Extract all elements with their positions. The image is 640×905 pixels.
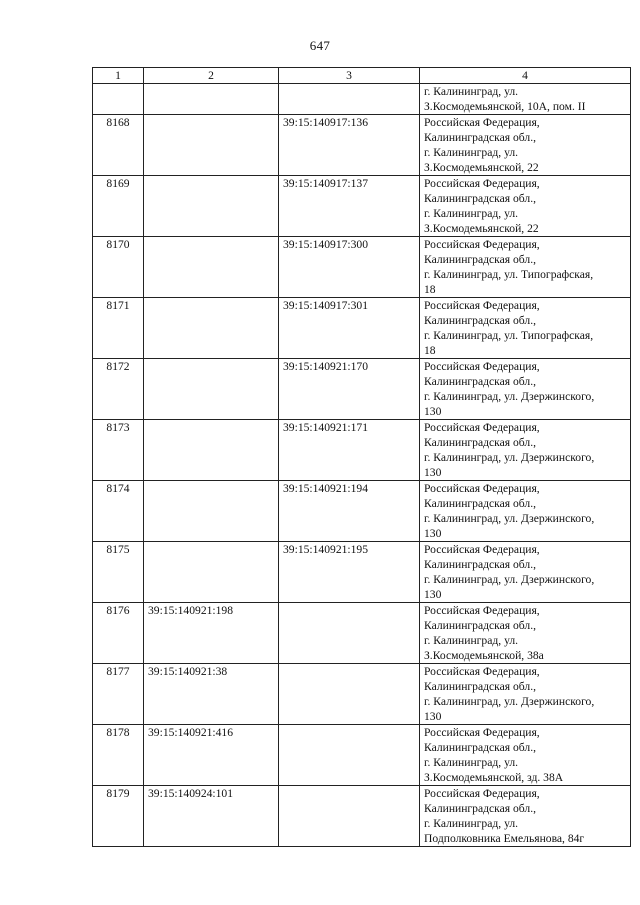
continuation-num-cell — [93, 84, 144, 115]
continuation-col3-cell — [279, 84, 420, 115]
cadastral-number-col2-cell: 39:15:140921:198 — [144, 603, 279, 664]
address-line: г. Калининград, ул. Типографская, — [424, 268, 594, 281]
address-line: Российская Федерация, — [424, 604, 540, 617]
address-line: г. Калининград, ул. Типографская, — [424, 329, 594, 342]
table-body — [93, 68, 631, 847]
row-number-cell: 8174 — [93, 481, 144, 542]
table-row — [93, 237, 631, 298]
address-line: 18 — [424, 344, 436, 357]
row-number-cell: 8173 — [93, 420, 144, 481]
address-line: Калининградская обл., — [424, 253, 536, 266]
address-line: г. Калининград, ул. Дзержинского, — [424, 451, 595, 464]
address-line: Калининградская обл., — [424, 314, 536, 327]
address-line: г. Калининград, ул. Дзержинского, — [424, 512, 595, 525]
address-line: г. Калининград, ул. — [424, 85, 519, 98]
table-row — [93, 725, 631, 786]
address-line: Российская Федерация, — [424, 482, 540, 495]
cadastral-number-col3-cell: 39:15:140917:301 — [279, 298, 420, 359]
address-line: Калининградская обл., — [424, 375, 536, 388]
table-row — [93, 115, 631, 176]
address-line: Российская Федерация, — [424, 360, 540, 373]
address-cell — [420, 481, 631, 542]
address-line: г. Калининград, ул. — [424, 146, 519, 159]
address-cell — [420, 298, 631, 359]
cadastral-number-col3-cell — [279, 786, 420, 847]
continuation-address-cell — [420, 84, 631, 115]
table-header-row — [93, 68, 631, 84]
address-line: Калининградская обл., — [424, 802, 536, 815]
row-number-cell: 8177 — [93, 664, 144, 725]
table-row — [93, 664, 631, 725]
row-number-cell: 8171 — [93, 298, 144, 359]
address-line: г. Калининград, ул. Дзержинского, — [424, 573, 595, 586]
address-line: Российская Федерация, — [424, 177, 540, 190]
address-line: г. Калининград, ул. — [424, 634, 519, 647]
address-cell — [420, 176, 631, 237]
address-line: Российская Федерация, — [424, 543, 540, 556]
row-number-cell: 8169 — [93, 176, 144, 237]
address-cell — [420, 420, 631, 481]
address-line: Российская Федерация, — [424, 665, 540, 678]
address-line: 130 — [424, 710, 442, 723]
address-line: 130 — [424, 527, 442, 540]
address-cell — [420, 115, 631, 176]
address-line: г. Калининград, ул. Дзержинского, — [424, 390, 595, 403]
table-row — [93, 420, 631, 481]
row-number-cell: 8176 — [93, 603, 144, 664]
table-row — [93, 298, 631, 359]
row-number-cell: 8168 — [93, 115, 144, 176]
row-number-cell: 8179 — [93, 786, 144, 847]
continuation-col2-cell — [144, 84, 279, 115]
address-cell — [420, 359, 631, 420]
table-row — [93, 603, 631, 664]
cadastral-number-col2-cell — [144, 481, 279, 542]
header-cell-3: 3 — [279, 68, 420, 84]
cadastral-number-col2-cell — [144, 115, 279, 176]
cadastral-number-col3-cell: 39:15:140917:300 — [279, 237, 420, 298]
registry-table — [92, 67, 631, 847]
address-line: г. Калининград, ул. — [424, 817, 519, 830]
address-line: Калининградская обл., — [424, 741, 536, 754]
row-number-cell: 8178 — [93, 725, 144, 786]
cadastral-number-col3-cell — [279, 725, 420, 786]
cadastral-number-col3-cell: 39:15:140921:171 — [279, 420, 420, 481]
row-number-cell: 8170 — [93, 237, 144, 298]
address-line: Российская Федерация, — [424, 787, 540, 800]
address-cell — [420, 786, 631, 847]
address-line: г. Калининград, ул. — [424, 756, 519, 769]
table-row — [93, 359, 631, 420]
cadastral-number-col2-cell: 39:15:140921:38 — [144, 664, 279, 725]
address-cell — [420, 237, 631, 298]
address-line: З.Космодемьянской, зд. 38А — [424, 771, 564, 784]
row-number-cell: 8172 — [93, 359, 144, 420]
cadastral-number-col3-cell: 39:15:140921:170 — [279, 359, 420, 420]
address-line: З.Космодемьянской, 22 — [424, 222, 539, 235]
header-cell-2: 2 — [144, 68, 279, 84]
address-line: З.Космодемьянской, 22 — [424, 161, 539, 174]
address-line: 130 — [424, 588, 442, 601]
cadastral-number-col2-cell — [144, 359, 279, 420]
address-line: Российская Федерация, — [424, 299, 540, 312]
table-row — [93, 542, 631, 603]
table-row — [93, 481, 631, 542]
table-row — [93, 786, 631, 847]
continuation-row — [93, 84, 631, 115]
address-line: Калининградская обл., — [424, 619, 536, 632]
address-cell — [420, 603, 631, 664]
cadastral-number-col2-cell — [144, 542, 279, 603]
cadastral-number-col3-cell: 39:15:140917:136 — [279, 115, 420, 176]
address-line: З.Космодемьянской, 10А, пом. II — [424, 100, 586, 113]
address-line: Калининградская обл., — [424, 131, 536, 144]
cadastral-number-col2-cell: 39:15:140921:416 — [144, 725, 279, 786]
address-line: Калининградская обл., — [424, 680, 536, 693]
cadastral-number-col2-cell — [144, 420, 279, 481]
address-line: Калининградская обл., — [424, 192, 536, 205]
address-line: 130 — [424, 466, 442, 479]
cadastral-number-col3-cell: 39:15:140917:137 — [279, 176, 420, 237]
row-number-cell: 8175 — [93, 542, 144, 603]
cadastral-number-col3-cell: 39:15:140921:195 — [279, 542, 420, 603]
address-line: Российская Федерация, — [424, 116, 540, 129]
address-line: Калининградская обл., — [424, 436, 536, 449]
address-line: Российская Федерация, — [424, 726, 540, 739]
header-cell-1: 1 — [93, 68, 144, 84]
cadastral-number-col2-cell — [144, 237, 279, 298]
table-row — [93, 176, 631, 237]
address-cell — [420, 725, 631, 786]
cadastral-number-col3-cell: 39:15:140921:194 — [279, 481, 420, 542]
address-line: Российская Федерация, — [424, 421, 540, 434]
address-line: г. Калининград, ул. — [424, 207, 519, 220]
address-cell — [420, 664, 631, 725]
page-number: 647 — [309, 38, 331, 53]
address-line: Подполковника Емельянова, 84г — [424, 832, 585, 845]
address-line: З.Космодемьянской, 38а — [424, 649, 544, 662]
cadastral-number-col3-cell — [279, 664, 420, 725]
address-line: Российская Федерация, — [424, 238, 540, 251]
cadastral-number-col2-cell: 39:15:140924:101 — [144, 786, 279, 847]
cadastral-number-col2-cell — [144, 298, 279, 359]
address-line: г. Калининград, ул. Дзержинского, — [424, 695, 595, 708]
cadastral-number-col3-cell — [279, 603, 420, 664]
address-line: Калининградская обл., — [424, 497, 536, 510]
header-cell-4: 4 — [420, 68, 631, 84]
address-line: 18 — [424, 283, 436, 296]
address-cell — [420, 542, 631, 603]
address-line: 130 — [424, 405, 442, 418]
address-line: Калининградская обл., — [424, 558, 536, 571]
cadastral-number-col2-cell — [144, 176, 279, 237]
